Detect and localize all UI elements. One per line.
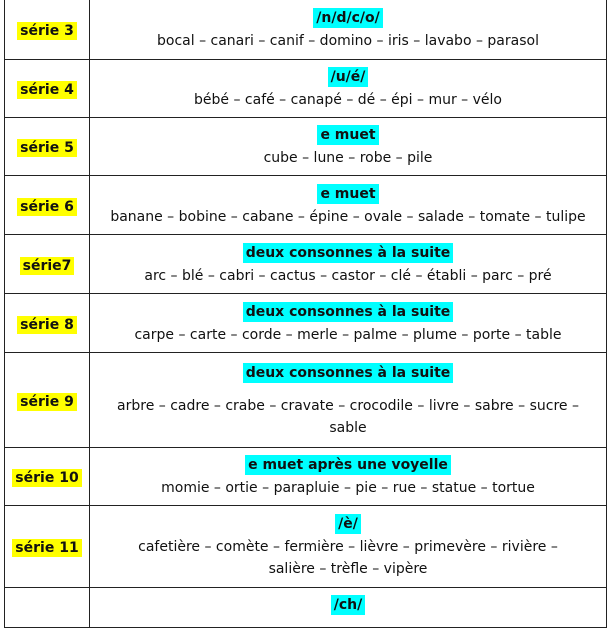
word-list-line-2: salière – trèfle – vipère (268, 561, 428, 577)
serie-label: série 11 (12, 539, 81, 557)
table-row (5, 118, 607, 176)
sound-heading: e muet (317, 184, 378, 204)
serie-cell (5, 506, 90, 588)
sound-heading: /u/é/ (328, 67, 369, 87)
serie-label: série 6 (17, 198, 77, 216)
sound-heading: deux consonnes à la suite (243, 243, 454, 263)
word-list: bébé – café – canapé – dé – épi – mur – vélo (194, 92, 502, 108)
content-cell (90, 176, 607, 235)
serie-label: série 5 (17, 139, 77, 157)
word-list: momie – ortie – parapluie – pie – rue – statue – tortue (161, 480, 535, 496)
content-cell (90, 294, 607, 353)
sound-heading: e muet (317, 125, 378, 145)
content-cell (90, 506, 607, 588)
serie-cell (5, 60, 90, 118)
word-list: banane – bobine – cabane – épine – ovale – salade – tomate – tulipe (110, 208, 586, 225)
table-row (5, 294, 607, 353)
serie-label (44, 600, 50, 618)
content-cell (90, 448, 607, 506)
table-row (5, 235, 607, 294)
serie-cell (5, 588, 90, 628)
serie-cell (5, 448, 90, 506)
content-cell (90, 0, 607, 60)
table-row (5, 353, 607, 448)
word-list: arc – blé – cabri – cactus – castor – clé – établi – parc – pré (144, 267, 552, 284)
sound-heading: deux consonnes à la suite (243, 363, 454, 383)
word-series-table (4, 0, 607, 628)
content-cell (90, 60, 607, 118)
sound-heading: /n/d/c/o/ (313, 8, 382, 28)
serie-label: série 9 (17, 393, 77, 411)
serie-label: série 3 (17, 22, 77, 40)
serie-cell (5, 353, 90, 448)
content-cell (90, 353, 607, 448)
sound-heading: deux consonnes à la suite (243, 302, 454, 322)
word-list-line-2: sable (329, 419, 367, 436)
serie-label: série 8 (17, 316, 77, 334)
sound-heading: e muet après une voyelle (245, 455, 451, 475)
word-list: cube – lune – robe – pile (263, 150, 433, 166)
table-row (5, 448, 607, 506)
serie-cell (5, 235, 90, 294)
serie-cell (5, 0, 90, 60)
serie-cell (5, 176, 90, 235)
table-row (5, 588, 607, 628)
serie-label: série 4 (17, 81, 77, 99)
sound-heading: /ch/ (331, 595, 366, 615)
table-row (5, 0, 607, 60)
serie-label: série7 (20, 257, 75, 275)
word-list-line-1: cafetière – comète – fermière – lièvre – primevère – rivière – (138, 539, 558, 555)
sound-heading: /è/ (335, 514, 361, 534)
table-row (5, 60, 607, 118)
content-cell (90, 118, 607, 176)
word-list: carpe – carte – corde – merle – palme – plume – porte – table (134, 326, 562, 343)
serie-cell (5, 294, 90, 353)
content-cell (90, 235, 607, 294)
word-list-line-1: arbre – cadre – crabe – cravate – crocodile – livre – sabre – sucre – (117, 397, 579, 414)
content-cell (90, 588, 607, 628)
table-row (5, 506, 607, 588)
serie-label: série 10 (12, 469, 81, 487)
word-list: bocal – canari – canif – domino – iris – lavabo – parasol (157, 32, 539, 49)
serie-cell (5, 118, 90, 176)
table-row (5, 176, 607, 235)
